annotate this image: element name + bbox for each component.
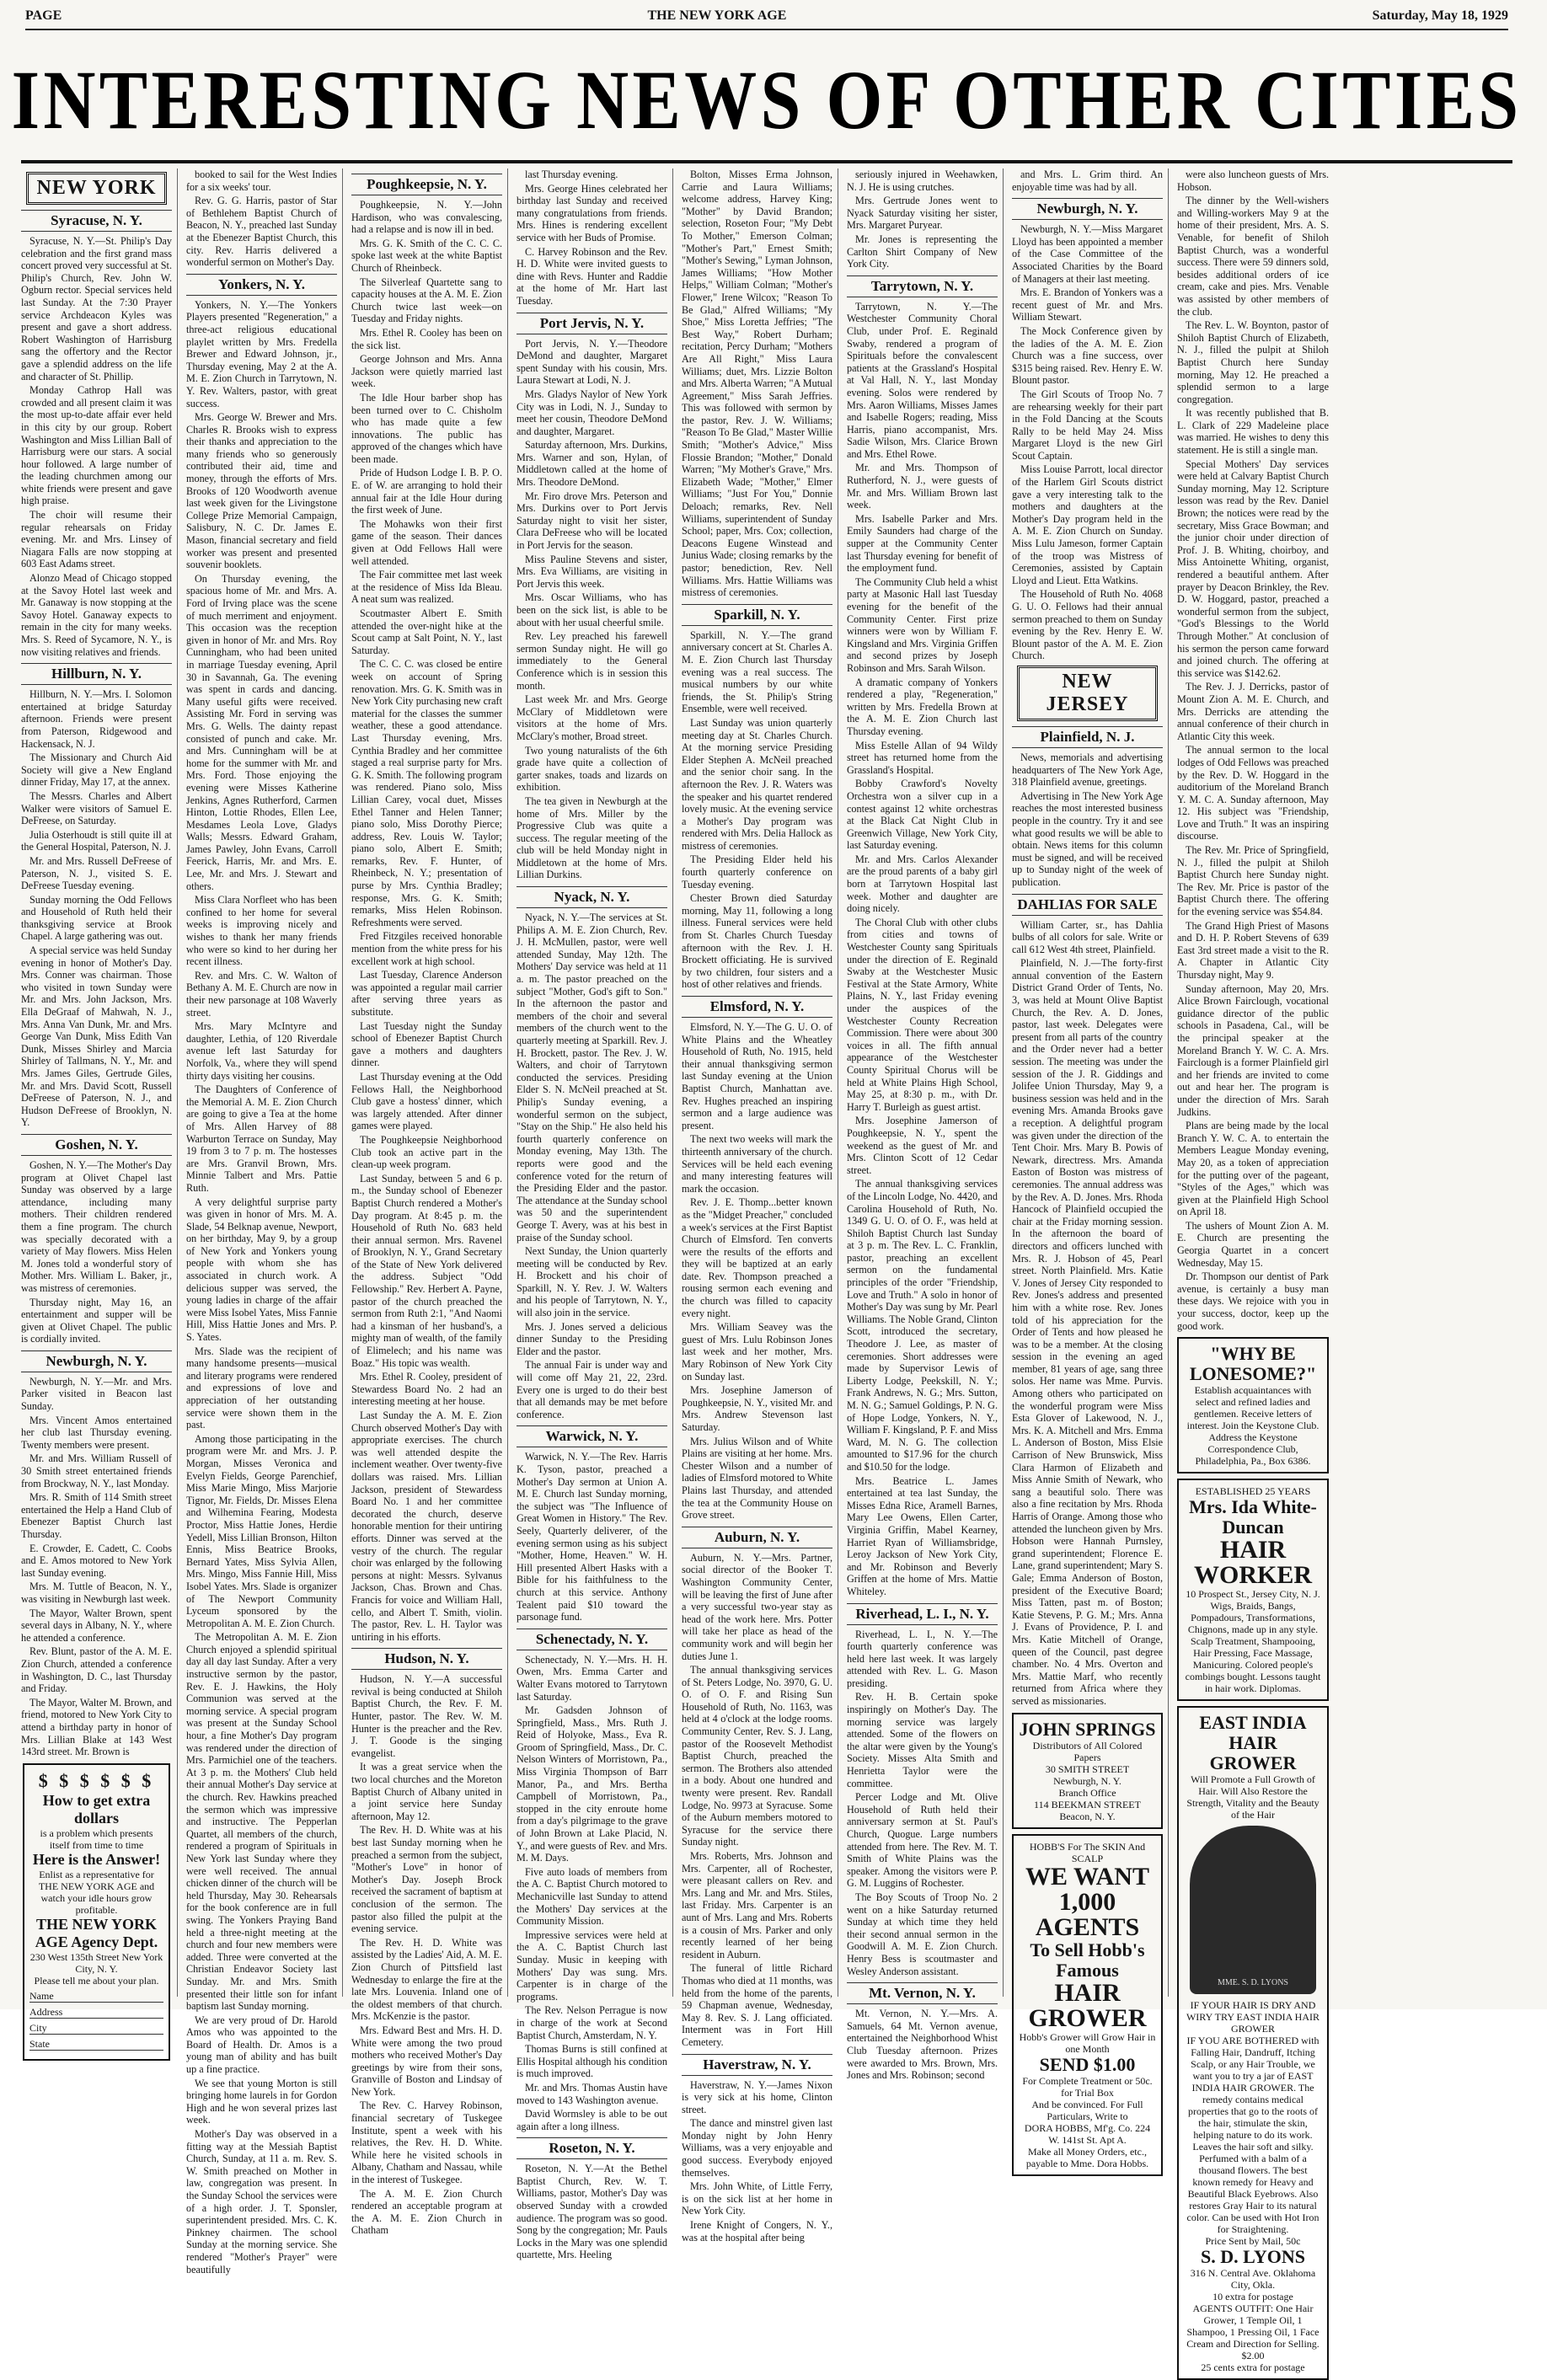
grower-body: IF YOU ARE BOTHERED with Falling Hair, Dandruff, Itching Scalp, or any Hair Trouble, we want you to try a jar of EAST INDIA HAIR GROWER. The remedy contains medical properties that go to the roots of the hair, stimulate the skin, helping nature to do its work. Leaves the hair soft and silky. Perfumed with a balm of a thousand flowers. The best known remedy for Heavy and Beautiful Black Eyebrows. Also restores Gray Hair to its natural color. Can be used with Hot Iron for Straightening. <box>1186 2035 1320 2236</box>
news-paragraph: The Messrs. Charles and Albert Walker were visitors of Samuel E. DeFreese, on Saturday. <box>21 789 172 827</box>
news-paragraph: The Silverleaf Quartette sang to capacity houses at the A. M. E. Zion Church twice last week—on Tuesday and Friday nights. <box>351 275 502 325</box>
lonesome-ad <box>1177 1337 1329 1473</box>
portrait-image <box>1190 1826 1316 1994</box>
news-paragraph: It was recently published that B. L. Clark of 229 Madeleine place was married. He wishes to deny this statement. He is still a single man. <box>1177 407 1329 457</box>
news-paragraph: The Metropolitan A. M. E. Zion Church enjoyed a splendid spiritual day all day last Sunday. After a very instructive sermon by the pastor, Rev. E. J. Hawkins, the Holy Communion was served at the morning service. A special program was present at the Sunday School hour, a fine Mother's Day program was rendered under the direction of Mrs. Parmichiel one of the teachers. At 3 p. m. the Mothers' Club held their annual Mother's Day service at the church. Rev. Hawkins preached the sermon which was impressive and instructive. The Pepperlan Quartet, all members of the church, rendered a program of Spirituals in New York last Sunday where they were well received. The annual chicken dinner of the church will be held Thursday, May 30. Rehearsals for the book conference are in full swing. The Yonkers Praying Band held a three-night meeting at the church and four new members were added. Three were converted at the Christian Endeavor Society last Sunday. Mr. and Mrs. Smith presented their little son for infant baptism last Sunday morning. <box>186 1631 337 2013</box>
hobbs-agents-ad-co: DORA HOBBS, Mf'g. Co. 224 W. 141st St. Apt A. <box>1024 2121 1151 2146</box>
agent-title-1: How to get extra dollars <box>42 1791 151 1826</box>
column-8 <box>1177 168 1334 2374</box>
dateline-heading: Tarrytown, N. Y. <box>847 275 998 297</box>
news-paragraph: Saturday afternoon, Mrs. Durkins, Mrs. Warner and son, Hylan, of Middletown called at the home of Mrs. Theodore DeMond. <box>517 439 667 489</box>
grower-outfit: AGENTS OUTFIT: One Hair Grower, 1 Temple Oil, 1 Shampoo, 1 Pressing Oil, 1 Face Cream and Direction for Selling. $2.00 <box>1186 2302 1320 2362</box>
hair-worker-ad-est: ESTABLISHED 25 YEARS <box>1195 1485 1311 1498</box>
news-paragraph: Bolton, Misses Erma Johnson, Carrie and Laura Williams; welcome address, Harvey King; "Mother" by David Brandon; selection, Roseton Four; "My Debt To Mother," Emerson Colman; "Mother's Part," Ernest Smith; "Mother's Sewing," Lyman Johnson, James Williams; "How Mother Helps," William Colman; "Mother's Flower," Irene Wilcox; "Reason To Be Glad," Alfred Williams; "My Shoe," Miss Loretta Jeffries; "The Best Way," Robert Durham; recitation, Percy Durham; "Mothers Are All Right," Miss Laura Williams; duet, Mrs. Lizzie Bolton and Mrs. Alberta Warren; "A Mutual Agreement," Miss Sarah Jeffries. This was followed with sermon by the pastor, Rev. J. W. Williams; "Reason To Be Glad," Master Willie Smith; "Mother's Advice," Miss Flossie Brandon; "Mother," Donald Warren; "My Mother's Grave," Mrs. Elizabeth Wade; "Mother," Elmer Williams; "Just For You," Donnie Deloach; remarks, Rev. Nell Williams, superintendent of Sunday School; paper, Mrs. Cox; collection, Deacons Eugene Winstead and Junius Wade; closing remarks by the pastor; benediction, Rev. Nell Williams. Mrs. Hattie Williams was mistress of ceremonies. <box>682 168 832 599</box>
dateline-heading: Hudson, N. Y. <box>351 1648 502 1670</box>
issue-date: Saturday, May 18, 1929 <box>1372 8 1508 23</box>
news-paragraph: Dr. Thompson our dentist of Park avenue, is certainly a busy man these days. We rejoice with you in your success, doctor, keep up the good work. <box>1177 1270 1329 1332</box>
dateline-heading: Newburgh, N. Y. <box>1012 198 1163 220</box>
news-paragraph: Mrs. Gertrude Jones went to Nyack Saturday visiting her sister, Mrs. Margaret Puryear. <box>847 195 998 232</box>
news-paragraph: The Rev. Nelson Perrague is now in charge of the work at Second Baptist Church, Amsterdam, N. Y. <box>517 2004 667 2041</box>
news-paragraph: Mrs. Ethel R. Cooley, president of Stewardess Board No. 2 had an interesting meeting at her house. <box>351 1371 502 1408</box>
news-paragraph: Syracuse, N. Y.—St. Philip's Day celebration and the first grand mass concert proved very successful at St. Philip's Church, Rev. John W. Ogburn rector. Special services held last Sunday. At the 7:30 Prayer service Archdeacon Kyles was present and gave a short address. Robert Washington of Harrisburg sang the offertory and the Rector gave a splendid address on the life and character of St. Phillip. <box>21 235 172 382</box>
news-paragraph: Fred Fitzgiles received honorable mention from the white press for his excellent work at high school. <box>351 930 502 967</box>
news-paragraph: Mrs. Edward Best and Mrs. H. D. White were among the two proud mothers who received Mother's Day greetings by wire from their sons, Granville of Boston and Lindsay of New York. <box>351 2024 502 2098</box>
news-paragraph: Roseton, N. Y.—At the Bethel Baptist Church, Rev. W. T. Williams, pastor, Mother's Day was observed Sunday with a crowded audience. The program was so good. Song by the congregation; Mr. Pauls Locks in the Mary was one splendid quartette, Mrs. Heeling <box>517 2163 667 2261</box>
news-paragraph: The Mayor, Walter Brown, spent several days in Albany, N. Y., where he attended a conference. <box>21 1607 172 1644</box>
news-paragraph: Mr. and Mrs. William Russell of 30 Smith street entertained friends from Brockway, N. Y., last Monday. <box>21 1452 172 1490</box>
news-paragraph: Mr. and Mrs. Russell DeFreese of Paterson, N. J., visited S. E. DeFreese Tuesday evening. <box>21 854 172 892</box>
news-paragraph: The Rev. Mr. Price of Springfield, N. J., filled the pulpit at Shiloh Baptist Church here Sunday night. The Rev. Mr. Price is pastor of the Baptist Church there. The offering for the evening service was $54.84. <box>1177 844 1329 918</box>
hair-worker-ad-body: 10 Prospect St., Jersey City, N. J. Wigs, Braids, Bangs, Pompadours, Transformations, Chignons, made up in any style. Scalp Treatment, Shampooing, Hair Pressing, Face Massage, Manicuring. Colored people's combings bought. Lessons taught in hair work. Diplomas. <box>1185 1588 1321 1695</box>
news-paragraph: Rev. and Mrs. C. W. Walton of Bethany A. M. E. Church are now in their new parsonage at 108 Waverly street. <box>186 969 337 1019</box>
news-paragraph: We see that young Morton is still bringing home laurels in for Gordon High and he won several prizes last week. <box>186 2077 337 2126</box>
news-paragraph: Mrs. Julius Wilson and of White Plains are visiting at her home. Mrs. Chester Wilson and a number of ladies of Elmsford motored to White Plains last Thursday, and attended the tea at the Community House on Grove street. <box>682 1435 832 1522</box>
news-paragraph: Miss Estelle Allan of 94 Wildy street has returned home from the Grassland's Hospital. <box>847 739 998 776</box>
page-label: PAGE <box>25 8 62 23</box>
east-india-grower-ad <box>1177 1706 1329 2380</box>
dateline-heading: Nyack, N. Y. <box>517 886 667 908</box>
news-paragraph: The Rev. L. W. Boynton, pastor of Shiloh Baptist Church of Elizabeth, N. J., filled the pulpit at Shiloh Baptist Church here Sunday morning, May 12. He preached a splendid sermon to a large congregation. <box>1177 319 1329 405</box>
news-paragraph: Yonkers, N. Y.—The Yonkers Players presented "Regeneration," a three-act religious educational playlet written by Mrs. Fredella Brewer and Edward Johnson, jr., Thursday evening, May 2 at the A. M. E. Zion Church in Tarrytown, N. Y. Rev. Walters, pastor, with great success. <box>186 298 337 409</box>
portrait-caption: MME. S. D. LYONS <box>1217 1978 1288 1988</box>
news-paragraph: Plainfield, N. J.—The forty-first annual convention of the Eastern District Grand Order of Tents, No. 3, was held at Mount Olive Baptist Church, the Rev. A. D. Jones, pastor, last week. Delegates were present from all parts of the country and the Order never had a better session. The meeting was under the session of the J. R. Giddings and Jolifee Union Thursday, May 9, a business session was held and in the evening Mrs. Amanda Brooks gave a reception. A delightful program was given under the direction of the Tent Choir. Mrs. Mary B. Powis of Newark, directress. Mrs. Amanda Easton of Boston was mistress of ceremonies. The annual address was by the Rev. A. D. Jones. Mrs. Rhoda Hancock of Plainfield occupied the chair at the Friday morning session. In the afternoon the board of directors and officers lunched with Mrs. R. J. Hobson of 45, Pearl street. North Plainfield. Mrs. Katie V. Jones of Jersey City responded to Rev. Jones's address and presented him with a white rose. Rev. Jones told of his appreciation for the Order of Tents and how pleased he was to be a member. At the closing session in the evening an aged member, 81 years of age, sang three solos. Her name was Mme. Purvis. Among others who participated on the wonderful program were Miss Esta Glover of Lakewood, N. J., Mrs. K. A. Mitchell and Mrs. Emma L. Anderson of Boston, Miss Elsie Carrison of New Brunswick, Miss Clara Harmon of Elizabeth and Miss Annie Smith of Newark, who sang a beautiful solo. There was also a fine recitation by Mrs. Rhoda Harris of Orange. Among those who attended the luncheon given by Mrs. Hobson were Hannah Purnsley, grand superintendent; Florence E. Lane, grand superintendent; Mary S. Gale; Emma Anderson of Boston, president of the Executive Board; Miss Tatten, past m. of Boston; Katie Stevens, P. G. M.; Mrs. Anna J. Evans of Providence, P. I. and Mrs. Katie Mitchell of Orange, queen of the Council, past degree chamber. No. 4 Mrs. Overton and Mrs. Mattie Marf, who recently returned from Africa where they served as missionaries. <box>1012 957 1163 1707</box>
dateline-heading: Poughkeepsie, N. Y. <box>351 174 502 195</box>
grower-sub: Will Promote a Full Growth of Hair. Will Also Restore the Strength, Vitality and the Beauty of the Hair <box>1186 1773 1320 1821</box>
news-paragraph: Hudson, N. Y.—A successful revival is being conducted at Shiloh Baptist Church, the Rev. F. M. Hunter, pastor. The Rev. W. M. Hunter is the preacher and the Rev. J. T. Goode is the singing evangelist. <box>351 1673 502 1759</box>
news-paragraph: Bobby Crawford's Novelty Orchestra won a silver cup in a contest against 12 white orchestras at the Black Cat Night Club in Greenwich Village, New York City, last Saturday evening. <box>847 778 998 852</box>
form-name: Name <box>29 1990 163 2003</box>
news-paragraph: The A. M. E. Zion Church rendered an acceptable program at the A. M. E. Zion Church in Chatham <box>351 2187 502 2237</box>
news-paragraph: Elmsford, N. Y.—The G. U. O. of White Plains and the Wheatley Household of Ruth, No. 1915, held their annual thanksgiving sermon last Sunday evening at the Union Baptist Church, Manhattan ave. Rev. Hughes preached an inspiring sermon and a large audience was present. <box>682 1021 832 1131</box>
news-paragraph: Irene Knight of Congers, N. Y., was at the hospital after being <box>682 2219 832 2244</box>
news-paragraph: Mrs. William Seavey was the guest of Mrs. Lulu Robinson Jones last week and her mother, Mrs. Mary Robinson of New York City on Sunday last. <box>682 1321 832 1383</box>
hobbs-agents-ad-sub: To Sell Hobb's Famous <box>1030 1939 1145 1981</box>
dateline-heading: Schenectady, N. Y. <box>517 1629 667 1650</box>
hobbs-agents-ad-treat: For Complete Treatment or 50c. for Trial Box <box>1022 2074 1153 2099</box>
news-paragraph: Last Sunday, between 5 and 6 p. m., the Sunday school of Ebenezer Baptist Church rendered a Mother's Day program. At 8:45 p. m. the Household of Ruth No. 683 held their annual sermon. Mrs. Ravenel of Brooklyn, N. Y., Grand Secretary of the State of New York delivered the address. Subject "Odd Fellowship." Rev. Herbert A. Payne, pastor of the church preached the sermon from Ruth 2:1, "And Naomi had a kinsman of her husband's, a mighty man of wealth, of the family of Elimelech; and his name was Boaz." His topic was wealth. <box>351 1172 502 1369</box>
news-paragraph: Mrs. Josephine Jamerson of Poughkeepsie, N. Y., visited Mr. and Mrs. Andrew Stevenson last Saturday. <box>682 1384 832 1433</box>
news-paragraph: Scoutmaster Albert E. Smith attended the over-night hike at the Scout camp at Salt Point, N. Y., last Saturday. <box>351 607 502 656</box>
column-2 <box>186 168 343 2276</box>
news-paragraph: Rev. Ley preached his farewell sermon Sunday night. He will go immediately to the General Conference which is in session this month. <box>517 630 667 692</box>
agent-body: is a problem which presents itself from time to time <box>40 1826 153 1851</box>
news-paragraph: Mrs. Beatrice L. James entertained at tea last Sunday, the Misses Edna Rice, Aramell Barnes, Mary Lee Owens, Ellen Carter, Virginia Griffin, Mabel Kearney, Harriet Ryan of Williamsbridge, Leroy Jackson of New York City, and Mr. Robinson and Beverly Griffen at the home of Mrs. Mattie Whiteley. <box>847 1474 998 1597</box>
dateline-heading: DAHLIAS FOR SALE <box>1012 894 1163 916</box>
news-paragraph: The next two weeks will mark the thirteenth anniversary of the church. Services will be held each evening and many interesting features will mark the occasion. <box>682 1133 832 1195</box>
hobbs-agents-ad-send: SEND $1.00 <box>1039 2053 1136 2075</box>
grower-price: Price Sent by Mail, 50c <box>1205 2235 1301 2248</box>
news-paragraph: Chester Brown died Saturday morning, May 11, following a long illness. Funeral services were held from St. Charles Church Tuesday afternoon with the Rev. J. H. Brockett officiating. He is survived by two children, four sisters and a host of other relatives and friends. <box>682 892 832 991</box>
dateline-heading: Syracuse, N. Y. <box>21 210 172 232</box>
news-paragraph: Mother's Day was observed in a fitting way at the Messiah Baptist Church, Sunday, at 11 a. m. Rev. S. W. Smith preached on Mother in law, congregation was present. In the Sunday School the services were of a high order. J. T. Sponsler, superintendent presided. Mrs. C. K. Pinkney chairmen. The school Sunday at the morning service. She rendered "Mother's Prayer" were beautifully <box>186 2128 337 2276</box>
news-paragraph: Mrs. Roberts, Mrs. Johnson and Mrs. Carpenter, all of Rochester, were pleasant callers on Rev. and Mrs. Lang and Mr. and Mrs. Stiles, last Friday. Mrs. Carpenter is an aunt of Mrs. Lang and Mrs. Roberts is a cousin of Mrs. Parker and only recently learned of her being resident in Auburn. <box>682 1850 832 1960</box>
dateline-heading: Mt. Vernon, N. Y. <box>847 1982 998 2004</box>
news-paragraph: Thursday night, May 16, an entertainment and supper will be given at Olivet Chapel. The public is cordially invited. <box>21 1296 172 1345</box>
news-paragraph: Warwick, N. Y.—The Rev. Harris K. Tyson, pastor, preached a Mother's Day sermon at Union A. M. E. Church last Sunday morning, the subject was "The Influence of Great Women in History." The Rev. Seely, Quarterly deliverer, of the evening sermon using as his subject "Mother, Home, Heaven." W. H. Hill presented Albert Hasks with a Bible for his faithfulness to the church at this service. Anthony Tealent paid $10 toward the parsonage fund. <box>517 1451 667 1623</box>
news-paragraph: Mrs. Josephine Jamerson of Poughkeepsie, N. Y., spent the weekend as the guest of Mr. and Mrs. Clinton Scott of 12 Cedar street. <box>847 1115 998 1176</box>
news-paragraph: Riverhead, L. I., N. Y.—The fourth quarterly conference was held here last week. It was largely attended with Rev. L. G. Mason presiding. <box>847 1628 998 1689</box>
lonesome-ad-title: "WHY BE LONESOME?" <box>1189 1343 1317 1385</box>
news-paragraph: The annual thanksgiving services of the Lincoln Lodge, No. 4420, and Carolina Household of Ruth, No. 1349 G. U. O. of O. F., was held at Shiloh Baptist Church last Sunday at 3 p. m. The Rev. L. C. Franklin, pastor, preaching an excellent sermon on the fundamental principles of the order "Friendship, Love and Truth." A solo in honor of Mother's Day was sung by Mr. Pearl Williams. The Noble Grand, Clinton Scott, introduced the secretary, Theodore J. Lee, as master of ceremonies. Short addresses were made by Supervisor Lewis of Liberty Lodge, Peekskill, N. Y.; Frank Andrews, N. G.; Mrs. Sutton, M. N. G.; Samuel Goldings, P. N. G. of Hope Lodge, Yonkers, N. Y., William F. Kingsland, P. F. and Miss Ward, M. N. G. The collection amounted to $17.96 for the church and $10.50 for the lodge. <box>847 1178 998 1473</box>
news-paragraph: The Mohawks won their first game of the season. Their dances given at Odd Fellows Hall were well attended. <box>351 517 502 567</box>
news-paragraph: Nyack, N. Y.—The services at St. Philips A. M. E. Zion Church, Rev. J. H. McMullen, pastor, were well attended Sunday, May 12th. The Mothers' Day service was held at 11 a. m. The pastor preached on the subject "Mother, God's gift to Son." In the afternoon the pastor and members of the choir and several members of the church went to the quarterly meeting at Sparkill. Rev. J. H. Brockett, pastor. The Rev. J. W. Walters, and choir of Tarrytown conducted the services. Presiding Elder S. N. McNeil preached at St. Philip's Sunday evening, a wonderful sermon on the subject, "Stay on the Ship." He also held his fourth quarterly conference on Monday evening, May 13th. The reports were good and the conference voted for the return of the Presiding Elder and the pastor. The attendance at the Sunday school was 50 and the superintendent George T. Avery, was at his best in praise of the Sunday school. <box>517 912 667 1243</box>
hair-worker-ad <box>1177 1479 1329 1701</box>
news-paragraph: Mr. and Mrs. Carlos Alexander are the proud parents of a baby girl born at Tarrytown Hospital last week. Mother and daughter are doing nicely. <box>847 853 998 915</box>
news-paragraph: The Rev. H. D. White was at his best last Sunday morning when he preached a sermon from the subject, "Mother's Love" in honor of Mother's Day. Joseph Brock received the sacrament of baptism at conclusion of the sermon. The pastor also filled the pulpit at the evening service. <box>351 1824 502 1935</box>
dateline-heading: Goshen, N. Y. <box>21 1134 172 1156</box>
news-paragraph: Mrs. M. Tuttle of Beacon, N. Y., was visiting in Newburgh last week. <box>21 1580 172 1605</box>
news-paragraph: The annual thanksgiving services of St. Peters Lodge, No. 3970, G. U. O. of O. F. and Rising Sun Household of Ruth, No. 1163, was held at 4 o'clock at the lodge rooms. Community Center, Rev. S. J. Lang, pastor of the Roosevelt Methodist Baptist Church, preached the sermon. The Brothers also attended in a body. About one hundred and twenty were present. Rev. Randall Lodge, No. 9973 at Syracuse. Some of the Auburn members motored to Syracuse for the service there Sunday night. <box>682 1664 832 1848</box>
news-paragraph: E. Crowder, E. Cadett, C. Coobs and E. Amos motored to New York last Sunday evening. <box>21 1542 172 1579</box>
hair-worker-ad-name: Mrs. Ida White-Duncan <box>1189 1496 1317 1538</box>
news-paragraph: The Grand High Priest of Masons and D. H. P. Robert Stevens of 639 East 3rd street made a visit to the R. A. Chapter in Atlantic City Thursday night, May 9. <box>1177 919 1329 981</box>
news-paragraph: William Carter, sr., has Dahlia bulbs of all colors for sale. Write or call 612 West 4th street, Plainfield. <box>1012 918 1163 955</box>
news-paragraph: Last week Mr. and Mrs. George McClary of Middletown were visitors at the home of Mrs. McClary's mother, Broad street. <box>517 693 667 742</box>
form-state: State <box>29 2038 163 2051</box>
news-paragraph: Mrs. George W. Brewer and Mrs. Charles R. Brooks wish to express their thanks and appreciation to the many friends who so generously contributed their aid, time and money, through the efforts of Mrs. Brooks of 120 Woodworth avenue last week given for the Livingstone College Prize Memorial Campaign, Salisbury, N. C. Dr. James E. Mason, financial secretary and field worker was present and presented souvenir booklets. <box>186 411 337 571</box>
column-6 <box>847 168 1004 2082</box>
news-paragraph: Special Mothers' Day services were held at Calvary Baptist Church Sunday morning, May 12. Scripture lesson was read by the Rev. Daniel Brown; the notices were read by the secretary, Miss Grace Bowman; and the junior choir under direction of Prof. J. B. Whiting, choirboy, and Miss Antoinette Whiting, organist, rendered a beautiful anthem. After prayer by Deacon Brinkley, the Rev. D. W. Hoggard, pastor, preached a wonderful sermon from the subject, "God's Blessings to the World Through Mother." At conclusion of his sermon the person came forward and joined church. The offering at this service was $142.62. <box>1177 457 1329 679</box>
news-paragraph: The Mayor, Walter M. Brown, and friend, motored to New York City to attend a birthday party in honor of Mrs. Lillian Blake at 143 West 143rd street. Mr. Brown is <box>21 1696 172 1758</box>
news-paragraph: Last Sunday the A. M. E. Zion Church observed Mother's Day with appropriate exercises. The church was well attended despite the inclement weather. Over twenty-five dollars was raised. Mrs. Lillian Jackson, president of Stewardess Board No. 1 and her committee decorated the church, deserve honorable mention for their untiring efforts. Dinner was served at the vestry of the church. The regular choir was enlarged by the following persons at night: Messrs. Sylvanus Jackson, Chas. Brown and Chas. Francis for voice and William Hall, cello, and Albert T. Smith, violin. The pastor, Rev. L. H. Taylor was untiring in his efforts. <box>351 1409 502 1643</box>
news-paragraph: The Household of Ruth No. 4068 G. U. O. Fellows had their annual sermon preached to them on Sunday evening by the Rev. Henry E. W. Blount pastor of the A. M. E. Zion Church. <box>1012 588 1163 662</box>
hobbs-agents-ad-corner: HOBB'S For The SKIN And SCALP <box>1029 1840 1146 1864</box>
news-paragraph: Mrs. Vincent Amos entertained her club last Thursday evening. Twenty members were present. <box>21 1414 172 1451</box>
news-paragraph: Mrs. Mary McIntyre and daughter, Lethia, of 120 Riverdale avenue left last Saturday for Norfolk, Va., where they will spend thirty days visiting her cousins. <box>186 1020 337 1082</box>
column-4 <box>517 168 673 2261</box>
news-paragraph: A very delightful surprise party was given in honor of Mrs. M. A. Slade, 54 Belknap avenue, Newport, on her birthday, May 9, by a group of New York and Yonkers young people with whom she has associated in church work. A delicious supper was served, the young ladies in charge of the affair were Miss Isobel Yates, Miss Fannie Hill, Miss Hattie Jones and Mrs. P. S. Yates. <box>186 1195 337 1344</box>
hobbs-agents-ad <box>1012 1834 1163 2176</box>
news-paragraph: The Rev. C. Harvey Robinson, financial secretary of Tuskegee Institute, spent a week with his relatives, the Rev. H. D. White. While here he visited schools in Albany, Chatham and Nassau, while in the interest of Tuskegee. <box>351 2099 502 2186</box>
form-city: City <box>29 2022 163 2035</box>
news-paragraph: Mrs. Isabelle Parker and Mrs. Emily Saunders had charge of the supper at the Community Center last Thursday evening for benefit of the employment fund. <box>847 512 998 575</box>
news-paragraph: Thomas Burns is still confined at Ellis Hospital although his condition is much improved. <box>517 2043 667 2080</box>
news-paragraph: The choir will resume their regular rehearsals on Friday evening. Mr. and Mrs. Linsey of Niagara Falls are now stopping at 603 East Adams street. <box>21 509 172 570</box>
news-paragraph: The annual Fair is under way and will come off May 21, 22, 23rd. Every one is urged to do their best that all demands may be met before conference. <box>517 1359 667 1420</box>
news-paragraph: On Thursday evening, the spacious home of Mr. and Mrs. A. Ford of Irving place was the scene of much merriment and enjoyment. This occasion was the reception given in honor of Mr. and Mrs. Roy Cunningham, who had been united in marriage Tuesday evening, April 30 in Savannah, Ga. The evening was spent in cards and dancing. Many useful gifts were received. Assisting Mr. Ford in serving was Mrs. G. Wells. The dainty repast consisted of punch and cake. Mr. and Mrs. Cunningham will be at home for the summer with Mr. and Mrs. Ford. Those enjoying the evening were Misses Katherine Jenkins, Agnes Rutherford, Carmen Hinton, Lottie Rhodes, Ellen Lee, Mesdames Leola Love, Gladys Walls; Messrs. Edward Graham, James Pawley, John Evans, Carroll Feerick, Harris, Mr. and Mrs. E. Lee, Mr. and Mrs. J. Stewart and others. <box>186 572 337 892</box>
news-paragraph: Mr. Gadsden Johnson of Springfield, Mass., Mrs. Ruth J. Reid of Holyoke, Mass., Eva R. Groom of Springfield, Mass., Dr. C. Nelson Winters of Morristown, Pa., Miss Virginia Thompson of Barr Manor, Pa., and Mrs. Bertha Campbell of Morristown, Pa., stopped in the city enroute home from a day's pilgrimage to the grave of John Brown at Lake Placid, N. Y., and were guests of Rev. and Mrs. M. M. Days. <box>517 1704 667 1864</box>
dateline-heading: Elmsford, N. Y. <box>682 996 832 1018</box>
grower-co: S. D. LYONS <box>1201 2246 1305 2268</box>
news-paragraph: The Rev. H. D. White was assisted by the Ladies' Aid, A. M. E. Zion Church of Pittsfield last Wednesday to enlarge the fire at the late Mrs. Louvenia. Inland one of the oldest members of that church. Mrs. McKenzie is the pastor. <box>351 1936 502 2023</box>
news-paragraph: News, memorials and advertising headquarters of The New York Age, 318 Plainfield avenue, greetings. <box>1012 751 1163 789</box>
dateline-heading: Yonkers, N. Y. <box>186 274 337 296</box>
news-paragraph: Last Tuesday night the Sunday school of Ebenezer Baptist Church gave a mothers and daughters dinner. <box>351 1019 502 1069</box>
column-7 <box>1012 168 1169 2169</box>
hobbs-agents-ad-conv: And be convinced. For Full Particulars, Write to <box>1031 2098 1143 2122</box>
news-paragraph: Mrs. E. Brandon of Yonkers was a recent guest of Mr. and Mrs. William Stewart. <box>1012 286 1163 324</box>
agent-ask: Please tell me about your plan. <box>34 1974 159 1987</box>
grower-dry: IF YOUR HAIR IS DRY AND WIRY TRY EAST INDIA HAIR GROWER <box>1186 1999 1320 2035</box>
dollar-signs: $ $ $ $ $ $ <box>38 1769 155 1791</box>
springs-ad-city1: Newburgh, N. Y. <box>1053 1774 1121 1787</box>
news-paragraph: The dinner by the Well-wishers and Willing-workers May 9 at the home of their president, Mrs. A. S. Venable, for benefit of Shiloh Baptist Church, was a wonderful success. There were 59 dinners sold, besides additional orders of ice cream, cake and pies. Mrs. Venable was assisted by other members of the club. <box>1177 195 1329 318</box>
news-paragraph: Miss Pauline Stevens and sister, Mrs. Eva Williams, are visiting in Port Jervis this week. <box>517 553 667 590</box>
news-paragraph: The Presiding Elder held his fourth quarterly conference on Tuesday evening. <box>682 853 832 890</box>
news-paragraph: Miss Clara Norfleet who has been confined to her home for several weeks is improving nicely and wishes to thank her many friends who were so kind to her during her recent illness. <box>186 894 337 968</box>
news-paragraph: The ushers of Mount Zion A. M. E. Church are presenting the Georgia Quartet in a concert Wednesday, May 15. <box>1177 1219 1329 1269</box>
news-paragraph: Rev. J. E. Thomp...better known as the "Midget Preacher," concluded a week's services at the First Baptist Church of Elmsford. Ten converts were the results of the efforts and they will be baptized at an early date. Rev. Thompson preached a rousing sermon each evening and the church was filled to capacity every night. <box>682 1196 832 1319</box>
news-paragraph: Last Sunday was union quarterly meeting day at St. Charles Church. At the morning service Presiding Elder Stephen A. McNeil preached and the senior choir sang. In the afternoon the Rev. J. R. Waters was the speaker and his quartet rendered lovely music. At the evening service a Mother's Day program was rendered with Mrs. Delia Hallock as mistress of ceremonies. <box>682 716 832 852</box>
dateline-heading: Riverhead, L. I., N. Y. <box>847 1603 998 1625</box>
news-paragraph: The funeral of little Richard Thomas who died at 11 months, was held from the home of the parents, 59 Chapman avenue, Wednesday, May 8. Rev. S. J. Lang officiated. Interment was in Fort Hill Cemetery. <box>682 1962 832 2048</box>
springs-ad-city2: Beacon, N. Y. <box>1059 1810 1116 1822</box>
springs-ad <box>1012 1713 1163 1829</box>
agent-recruit-box <box>23 1763 170 2061</box>
news-paragraph: The Fair committee met last week at the residence of Miss Ida Bleau. A neat sum was realized. <box>351 569 502 606</box>
news-paragraph: Mrs. Slade was the recipient of many handsome presents—musical and literary programs were rendered and expressions of love and appreciation of her outstanding service were shown them in the past. <box>186 1345 337 1431</box>
news-paragraph: The Daughters of Conference of the Memorial A. M. E. Zion Church are going to give a Tea at the home of Mrs. Allen Harvey of 88 Warburton Terrace on Sunday, May 19 from 3 to 7 p. m. The hostesses are Mrs. Granvil Brown, Mrs. Minnie Talbert and Mrs. Pattie Ruth. <box>186 1083 337 1194</box>
news-paragraph: Monday Cathrop Hall was crowded and all present claim it was the most up-to-date affair ever held in this city by our group. Robert Washington and Miss Lillian Ball of Harrisburg were our stars. A social hour followed. A large number of the leading churchmen among our white friends were present and gave high praise. <box>21 384 172 507</box>
news-paragraph: The Community Club held a whist party at Masonic Hall last Tuesday evening for the benefit of the Community Center. First prize winners were won by William F. Kingsland and Mrs. Virginia Griffen and second prizes by Joseph Robinson and Mrs. Sarah Wilson. <box>847 575 998 674</box>
news-paragraph: Advertising in The New York Age reaches the most interested business people in the country. Try it and see what good results we will be able to obtain. News items for this column must be signed, and will be received up to Sunday night of the week of publication. <box>1012 789 1163 888</box>
news-paragraph: Last Tuesday, Clarence Anderson was appointed a regular mail carrier after serving three years as substitute. <box>351 969 502 1018</box>
grower-tail: 25 cents extra for postage <box>1201 2361 1305 2374</box>
news-paragraph: Auburn, N. Y.—Mrs. Partner, social director of the Booker T. Washington Community Center, will be leaving the first of June after a very successful two-year stay as head of the work here. Mrs. Potter will take her place as head of the community work and will begin her duties June 1. <box>682 1551 832 1662</box>
news-paragraph: Percer Lodge and Mt. Olive Household of Ruth held their anniversary sermon at St. Paul's Church, Quogue. Large numbers attended from here. The Rev. M. T. Smith of White Plains was the speaker. Among the visitors were P. G. M. Luggins of Rochester. <box>847 1791 998 1890</box>
state-banner-new-york: NEW YORK <box>26 172 167 205</box>
news-paragraph: Rev. H. B. Certain spoke inspiringly on Mother's Day. The morning service was largely attended. Some of the flowers on the altar were given by the Young's Society. Misses Alta Smith and Henrietta Taylor were the committee. <box>847 1691 998 1789</box>
news-paragraph: Rev. G. G. Harris, pastor of Star of Bethlehem Baptist Church of Beacon, N. Y., preached last Sunday at the Ebenezer Baptist Church, this city. Rev. Harris delivered a wonderful sermon on Mother's Day. <box>186 195 337 269</box>
news-paragraph: Mrs. R. Smith of 114 Smith street entertained the Help a Hand Club of Ebenezer Baptist Church last Thursday. <box>21 1491 172 1540</box>
news-paragraph: Goshen, N. Y.—The Mother's Day program at Olivet Chapel last Sunday was observed by a large attendance, including many mothers. Their children rendered them a fine program. The church was specially decorated with a variety of May flowers. Miss Helen M. Jones told a wonderful story of Mother. Mrs. William L. Baker, jr., was mistress of ceremonies. <box>21 1158 172 1294</box>
news-paragraph: Next Sunday, the Union quarterly meeting will be conducted by Rev. H. Brockett and his choir of Sparkill, N. Y. Rev. J. W. Walters and his people of Tarrytown, N. Y., will also join in the service. <box>517 1245 667 1319</box>
column-3 <box>351 168 508 2237</box>
news-paragraph: The dance and minstrel given last Monday night by John Henry Williams, was a very enjoyable and good success. Everybody enjoyed themselves. <box>682 2117 832 2179</box>
news-paragraph: Mt. Vernon, N. Y.—Mrs. A. Samuels, 64 Mt. Vernon avenue, entertained the Neighborhood Whist Club Tuesday afternoon. Prizes were awarded to Mrs. Brown, Mrs. Jones and Mrs. Robinson; second <box>847 2008 998 2082</box>
agent-address: 230 West 135th Street New York City, N. Y. <box>29 1950 163 1975</box>
news-paragraph: Hillburn, N. Y.—Mrs. I. Solomon entertained at bridge Saturday afternoon. Friends were present from Paterson, Ridgewood and Hackensack, N. J. <box>21 688 172 750</box>
news-paragraph: Newburgh, N. Y.—Miss Margaret Lloyd has been appointed a member of the Case Committee of the Associated Charities by the Board of Managers at their last meeting. <box>1012 223 1163 285</box>
news-paragraph: Last Thursday evening at the Odd Fellows Hall, the Neighborhood Club gave a hostess' dinner, which was largely attended. After dinner games were played. <box>351 1070 502 1132</box>
news-paragraph: Haverstraw, N. Y.—James Nixon is very sick at his home, Clinton street. <box>682 2078 832 2115</box>
agent-title-2: Here is the Answer! <box>32 1850 161 1868</box>
news-paragraph: George Johnson and Mrs. Anna Jackson were quietly married last week. <box>351 353 502 390</box>
page-headline: INTERESTING NEWS OF OTHER CITIES <box>11 52 1523 147</box>
hobbs-agents-ad-title: WE WANT 1,000 AGENTS <box>1025 1862 1149 1941</box>
grower-title: EAST INDIA HAIR GROWER <box>1199 1712 1307 1774</box>
news-paragraph: Pride of Hudson Lodge I. B. P. O. E. of W. are arranging to hold their annual fair at the Idle Hour during the first week of June. <box>351 467 502 516</box>
hair-worker-ad-trade: HAIR WORKER <box>1193 1536 1312 1590</box>
news-paragraph: C. Harvey Robinson and the Rev. H. D. White were invited guests to dine with Revs. Hunter and Raddie at the home of Mr. Hart last Tuesday. <box>517 245 667 307</box>
hobbs-agents-ad-claim: Hobb's Grower will Grow Hair in one Month <box>1019 2030 1156 2055</box>
dateline-heading: Roseton, N. Y. <box>517 2137 667 2159</box>
news-paragraph: The C. C. C. was closed be entire week on account of Spring renovation. Mrs. G. K. Smith was in New York City purchasing new craft material for the classes the summer weather, these a good attendance. Last Thursday evening, Mrs. Cynthia Bradley and her committee staged a real surprise party for Mrs. G. K. Smith. The following program was rendered. Piano solo, Miss Lillian Carey, vocal duet, Misses Ethel Tanner and Helen Tanner; piano solo, Miss Dorothy Pierce; address, Rev. Louis W. Taylor; piano solo, Albert E. Smith; remarks, Rev. F. Hunter, of Rheinbeck, N. Y.; presentation of purse by Mrs. Cynthia Bradley; response, Mrs. G. K. Smith; remarks, Miss Helen Robinson. Refreshments were served. <box>351 658 502 928</box>
news-paragraph: Poughkeepsie, N. Y.—John Hardison, who was convalescing, had a relapse and is now ill in bed. <box>351 199 502 236</box>
lonesome-ad-body: Establish acquaintances with select and refined ladies and gentlemen. Receive letters of interest. Join the Keystone Club. Address the Keystone Correspondence Club, Philadelphia, Pa., Box 6386. <box>1186 1384 1320 1468</box>
news-paragraph: Among those participating in the program were Mr. and Mrs. J. P. Morgan, Misses Veronica and Evelyn Fields, George Parenchief, Miss Marie Mingo, Miss Marjorie Tignor, Mr. Fields, Dr. Misses Elena and Wilhemina Fearing, Modesta Proctor, Miss Hattie Jones, Herdie Yedell, Miss Lillian Bronson, Hilton Ennis, Miss Beatrice Brooks, Bernard Yates, Miss Sylvia Allen, Mrs. Mingo, Miss Fannie Hill, Miss Isobel Yates. Mrs. Slade is organizer of The Newport Community Lyceum sponsored by the Metropolitan A. M. E. Zion Church. <box>186 1432 337 1629</box>
news-paragraph: The Poughkeepsie Neighborhood Club took an active part in the clean-up week program. <box>351 1133 502 1171</box>
news-paragraph: The tea given in Newburgh at the home of Mrs. Miller by the Progressive Club was quite a success. The regular meeting of the club will be held Monday night in Middletown at the home of Mrs. Lillian Durkins. <box>517 794 667 881</box>
news-paragraph: Tarrytown, N. Y.—The Westchester Community Choral Club, under Prof. E. Reginald Swaby, rendered a program of Spirituals before the convalescent patients at the Grassland's Hospital at Val Hall, N. Y., last Monday evening. Solos were rendered by Mrs. Aaron Williams, Misses James and Isabelle Rogers; reading, Miss Harris, piano accompanist, Mrs. Sadie Wilson, Mrs. Clarice Brown and Mrs. Ethel Rowe. <box>847 300 998 460</box>
dateline-heading: Newburgh, N. Y. <box>21 1350 172 1372</box>
news-paragraph: Alonzo Mead of Chicago stopped at the Savoy Hotel last week and Mr. Ganaway is now stopping at the Savoy Hotel. Ganaway expects to remain in the city for many weeks. Mrs. S. Reed of Sycamore, N. Y., is now visiting relatives and friends. <box>21 572 172 658</box>
news-paragraph: Mrs. J. Jones served a delicious dinner Sunday to the Presiding Elder and the pastor. <box>517 1320 667 1357</box>
news-paragraph: Two young naturalists of the 6th grade have quite a collection of garter snakes, toads and lizards on exhibition. <box>517 744 667 794</box>
news-paragraph: Rev. Blunt, pastor of the A. M. E. Zion Church, attended a conference in Washington, D. C., last Thursday and Friday. <box>21 1645 172 1695</box>
news-paragraph: were also luncheon guests of Mrs. Hobson. <box>1177 168 1329 193</box>
news-paragraph: Sparkill, N. Y.—The grand anniversary concert at St. Charles A. M. E. Zion Church last Thursday evening was a real success. The musical numbers by our white friends, the St. Philip's String Ensemble, were well received. <box>682 628 832 715</box>
news-paragraph: Mr. and Mrs. Thompson of Rutherford, N. J., were guests of Mr. and Mrs. William Brown last week. <box>847 462 998 511</box>
dateline-heading: Plainfield, N. J. <box>1012 726 1163 748</box>
grower-addr: 316 N. Central Ave. Oklahoma City, Okla. <box>1190 2267 1316 2292</box>
dateline-heading: Sparkill, N. Y. <box>682 604 832 626</box>
springs-ad-branch: Branch Office <box>1058 1786 1116 1799</box>
agent-agency: THE NEW YORK AGE Agency Dept. <box>35 1915 158 1950</box>
news-paragraph: Sunday afternoon, May 20, Mrs. Alice Brown Fairclough, vocational guidance director of the public schools in Pasadena, Cal., will be the principal speaker at the Moreland Branch Y. W. C. A. Mrs. Fairclough is a former Plainfield girl and her friends are invited to come out and hear her. The program is under the direction of Mrs. Sarah Judkins. <box>1177 982 1329 1118</box>
news-paragraph: The Mock Conference given by the ladies of the A. M. E. Zion Church was a fine success, over $315 being raised. Rev. Henry E. W. Blount pastor. <box>1012 324 1163 387</box>
column-1 <box>21 168 178 2050</box>
news-paragraph: Newburgh, N. Y.—Mr. and Mrs. Parker visited in Beacon last Sunday. <box>21 1375 172 1413</box>
news-paragraph: Mr. and Mrs. Thomas Austin have moved to 143 Washington avenue. <box>517 2081 667 2106</box>
news-paragraph: The Boy Scouts of Troop No. 2 went on a hike Saturday returned Sunday at which time they held their second annual sermon in the Goodwill A. M. E. Zion Church. Henry Bess is scoutmaster and Wesley Anderson assistant. <box>847 1891 998 1977</box>
news-paragraph: The annual sermon to the local lodges of Odd Fellows was preached by the Rev. D. W. Hoggard in the auditorium of the Moreland Branch Y. M. C. A. Sunday afternoon, May 12. His subject was "Friendship, Love and Truth." It was an inspiring discourse. <box>1177 744 1329 842</box>
agent-cta: Enlist as a representative for THE NEW YORK AGE and watch your idle hours grow profitable. <box>38 1868 155 1916</box>
news-paragraph: Impressive services were held at the A. C. Baptist Church last Sunday. Music in keeping with Mothers' Day was sung. Mrs. Carpenter is in charge of the programs. <box>517 1928 667 2003</box>
news-paragraph: It was a great service when the two local churches and the Moreton Baptist Church of Albany united in a joint service here Sunday afternoon, May 12. <box>351 1761 502 1822</box>
news-paragraph: A dramatic company of Yonkers rendered a play, "Regeneration," written by Mrs. Fredella Brown at the A. M. E. Zion Church last Thursday evening. <box>847 676 998 737</box>
news-paragraph: Mrs. John White, of Little Ferry, is on the sick list at her home in New York City. <box>682 2180 832 2217</box>
dateline-heading: Port Jervis, N. Y. <box>517 313 667 334</box>
news-paragraph: Mrs. Gladys Naylor of New York City was in Lodi, N. J., Sunday to meet her cousin, Theodore DeMond and daughter, Margaret. <box>517 388 667 437</box>
news-paragraph: A special service was held Sunday evening in honor of Mother's Day. Mrs. Conner was chairman. Those who visited in town Sunday were Mr. and Mrs. John Jackson, Mrs. Ella DeGraaf of Mahwah, N. J., Mrs. Anna Van Dunk, Mr. and Mrs. George Van Dunk, Miss Edith Van Dunk, Misses Shirley and Marcia Shirley of Tallmans, N. Y., Mr. and Mrs. James Giles, Gertrude Giles, Mr. and Mrs. David Scott, Russell DeFreese of Paterson, N. J., and Hudson DeFreese of Brooklyn, N. Y. <box>21 944 172 1129</box>
dateline-heading: Warwick, N. Y. <box>517 1425 667 1447</box>
news-paragraph: We are very proud of Dr. Harold Amos who was appointed to the Board of Health. Dr. Amos is a young man of ability and has built up a fine practice. <box>186 2014 337 2076</box>
dateline-heading: Haverstraw, N. Y. <box>682 2054 832 2076</box>
springs-ad-line: Distributors of All Colored Papers <box>1032 1739 1143 1763</box>
news-paragraph: The Girl Scouts of Troop No. 7 are rehearsing weekly for their part in the Fold Dancing at the Scouts Rally to be held May 24. Miss Margaret Lloyd is the new Girl Scout Captain. <box>1012 388 1163 462</box>
dateline-heading: Auburn, N. Y. <box>682 1527 832 1548</box>
news-paragraph: The Rev. J. J. Derricks, pastor of Mount Zion A. M. E. Church, and Mrs. Derricks are attending the annual conference of their church in Atlantic City this week. <box>1177 681 1329 742</box>
state-banner-new-jersey: NEW JERSEY <box>1017 666 1158 721</box>
news-paragraph: Plans are being made by the local Branch Y. W. C. A. to entertain the Members League Monday evening, May 20, as a token of appreciation for the putting over of the pageant, "Styles of the Ages," which was given at the Plainfield High School on April 18. <box>1177 1120 1329 1218</box>
dateline-heading: Hillburn, N. Y. <box>21 663 172 685</box>
hobbs-agents-ad-product: HAIR GROWER <box>1028 1978 1147 2032</box>
hobbs-agents-ad-mo: Make all Money Orders, etc., payable to Mme. Dora Hobbs. <box>1025 2145 1149 2169</box>
form-address: Address <box>29 2006 163 2019</box>
news-paragraph: Mrs. G. K. Smith of the C. C. C. spoke last week at the white Baptist Church of Rheinbeck. <box>351 237 502 274</box>
news-paragraph: The Choral Club with other clubs from cities and towns of Westchester County sang Spirituals under the direction of E. Reginald Swaby at the Westchester Music Festival at the State Armory, White Plains, N. Y., last Friday evening under the auspices of the Westchester County Recreation Commission. There were about 300 voices in all. The fifth annual appearance of the Westchester County Spiritual Chorus will be held at White Plains High School, May 25, at 8:30 p. m., with Dr. Harry T. Burleigh as guest artist. <box>847 916 998 1113</box>
news-paragraph: David Wormsley is able to be out again after a long illness. <box>517 2108 667 2132</box>
column-5 <box>682 168 838 2244</box>
springs-ad-addr2: 114 BEEKMAN STREET <box>1034 1798 1141 1810</box>
news-paragraph: Port Jervis, N. Y.—Theodore DeMond and daughter, Margaret spent Sunday with his cousin, Mrs. Laura Stewart at Lodi, N. J. <box>517 337 667 387</box>
masthead-name: THE NEW YORK AGE <box>647 8 787 23</box>
news-paragraph: The Idle Hour barber shop has been turned over to C. Chisholm who has made quite a few innovations. The public has approved of the changes which have been made. <box>351 391 502 465</box>
news-paragraph: The Missionary and Church Aid Society will give a New England dinner Friday, May 17, at the annex. <box>21 751 172 789</box>
news-paragraph: Mr. Jones is representing the Carlton Shirt Company of New York City. <box>847 233 998 270</box>
news-paragraph: Five auto loads of members from the A. C. Baptist Church motored to Mechanicville last Sunday to attend the Mothers' Day services at the Community Mission. <box>517 1865 667 1928</box>
grower-post: 10 extra for postage <box>1212 2291 1293 2303</box>
news-paragraph: Mr. Firo drove Mrs. Peterson and Mrs. Durkins over to Port Jervis Saturday night to visit her sister, Clara DeFreese who will be located in Port Jervis for the season. <box>517 489 667 552</box>
news-paragraph: Schenectady, N. Y.—Mrs. H. H. Owen, Mrs. Emma Carter and Walter Evans motored to Tarrytown last Saturday. <box>517 1653 667 1703</box>
news-paragraph: Sunday morning the Odd Fellows and Household of Ruth held their thanksgiving service at Brook Chapel. A large gathering was out. <box>21 893 172 943</box>
news-paragraph: last Thursday evening. <box>525 168 618 180</box>
news-paragraph: Miss Louise Parrott, local director of the Harlem Girl Scouts district gave a very interesting talk to the mothers and daughters at the Mother's Day program held in the A. M. E. Zion Church on Sunday. Miss Lulu Jameson, former Captain of the troop was Mistress of Ceremonies, assisted by Captain Lloyd and Lieut. Etta Watkins. <box>1012 463 1163 586</box>
news-paragraph: Julia Osterhoudt is still quite ill at the General Hospital, Paterson, N. J. <box>21 828 172 853</box>
headline-rule <box>21 160 1512 163</box>
springs-ad-name: JOHN SPRINGS <box>1019 1718 1156 1740</box>
news-paragraph: Mrs. Ethel R. Cooley has been on the sick list. <box>351 326 502 351</box>
springs-ad-addr1: 30 SMITH STREET <box>1045 1762 1130 1775</box>
news-paragraph: Mrs. George Hines celebrated her birthday last Sunday and received many congratulations from friends. Mrs. Hines is rendering excellent service with her Buds of Promise. <box>517 182 667 243</box>
columns-container <box>21 168 1512 2374</box>
running-head <box>25 8 1508 30</box>
news-paragraph: booked to sail for the West Indies for a six weeks' tour. <box>186 168 337 193</box>
news-paragraph: seriously injured in Weehawken, N. J. He is using crutches. <box>847 168 998 193</box>
news-paragraph: Mrs. Oscar Williams, who has been on the sick list, is able to be about with her usual cheerful smile. <box>517 591 667 628</box>
news-paragraph: and Mrs. L. Grim third. An enjoyable time was had by all. <box>1012 168 1163 193</box>
